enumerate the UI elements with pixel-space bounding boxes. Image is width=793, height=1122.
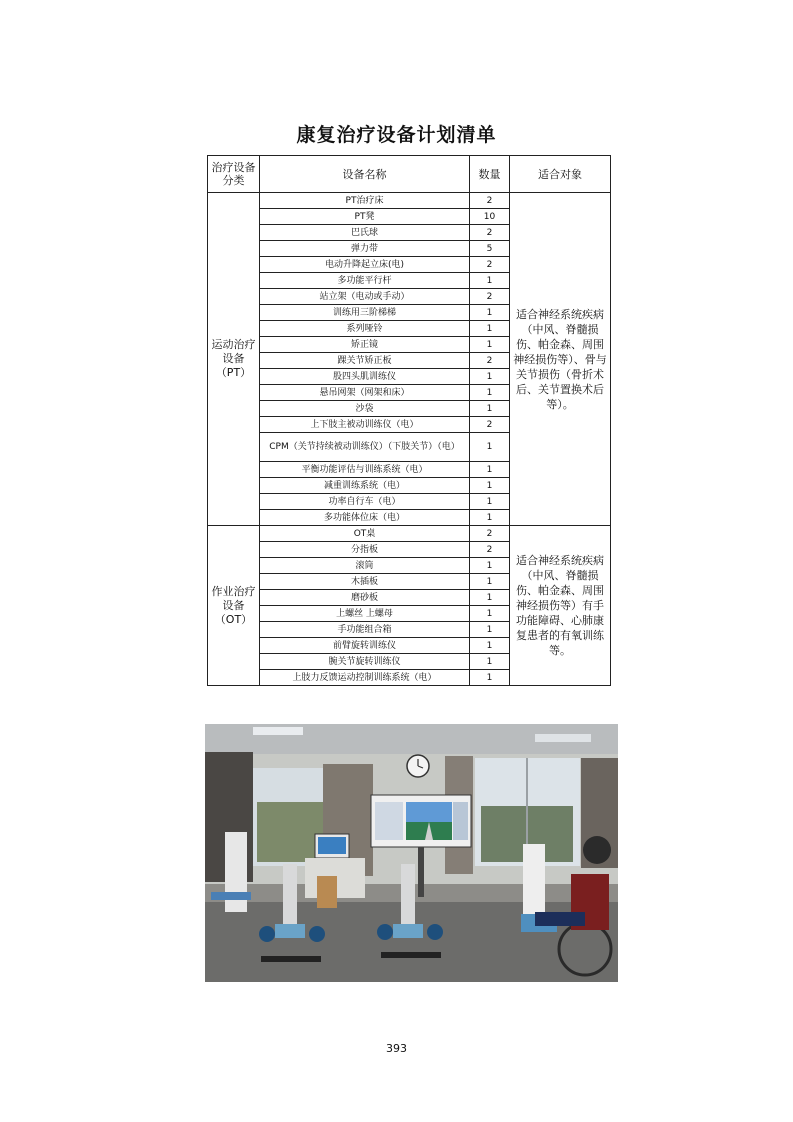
quantity-cell: 1 xyxy=(470,670,510,686)
quantity-cell: 1 xyxy=(470,494,510,510)
quantity-cell: 1 xyxy=(470,321,510,337)
header-target: 适合对象 xyxy=(510,156,611,193)
quantity-cell: 1 xyxy=(470,654,510,670)
quantity-cell: 1 xyxy=(470,462,510,478)
quantity-cell: 1 xyxy=(470,574,510,590)
equipment-name-cell: 巴氏球 xyxy=(260,225,470,241)
header-category: 治疗设备分类 xyxy=(208,156,260,193)
quantity-cell: 2 xyxy=(470,417,510,433)
quantity-cell: 1 xyxy=(470,558,510,574)
equipment-name-cell: 减重训练系统（电） xyxy=(260,478,470,494)
quantity-cell: 2 xyxy=(470,353,510,369)
target-cell: 适合神经系统疾病（中风、脊髓损伤、帕金森、周围神经损伤等）、骨与关节损伤（骨折术后、关节置换术后等）。 xyxy=(510,193,611,526)
quantity-cell: 1 xyxy=(470,433,510,462)
table-row xyxy=(208,526,611,542)
rehab-room-photo xyxy=(205,724,618,982)
equipment-name-cell: PT凳 xyxy=(260,209,470,225)
quantity-cell: 2 xyxy=(470,193,510,209)
quantity-cell: 2 xyxy=(470,526,510,542)
equipment-name-cell: 站立架（电动或手动） xyxy=(260,289,470,305)
document-title: 康复治疗设备计划清单 xyxy=(296,124,497,146)
quantity-cell: 10 xyxy=(470,209,510,225)
equipment-name-cell: 磨砂板 xyxy=(260,590,470,606)
quantity-cell: 1 xyxy=(470,273,510,289)
equipment-name-cell: 弹力带 xyxy=(260,241,470,257)
equipment-name-cell: 木插板 xyxy=(260,574,470,590)
equipment-name-cell: 前臂旋转训练仪 xyxy=(260,638,470,654)
quantity-cell: 2 xyxy=(470,289,510,305)
equipment-name-cell: 踝关节矫正板 xyxy=(260,353,470,369)
equipment-name-cell: 功率自行车（电） xyxy=(260,494,470,510)
header-quantity: 数量 xyxy=(470,156,510,193)
equipment-name-cell: 矫正镜 xyxy=(260,337,470,353)
quantity-cell: 2 xyxy=(470,542,510,558)
quantity-cell: 1 xyxy=(470,401,510,417)
equipment-name-cell: 分指板 xyxy=(260,542,470,558)
table-row xyxy=(208,193,611,209)
equipment-name-cell: 手功能组合箱 xyxy=(260,622,470,638)
equipment-name-cell: 沙袋 xyxy=(260,401,470,417)
equipment-name-cell: 训练用三阶梯梯 xyxy=(260,305,470,321)
equipment-name-cell: 股四头肌训练仪 xyxy=(260,369,470,385)
equipment-name-cell: 上螺丝 上螺母 xyxy=(260,606,470,622)
equipment-name-cell: 平衡功能评估与训练系统（电） xyxy=(260,462,470,478)
equipment-name-cell: 悬吊网架（网架和床） xyxy=(260,385,470,401)
header-name: 设备名称 xyxy=(260,156,470,193)
table-body xyxy=(208,193,611,686)
quantity-cell: 1 xyxy=(470,638,510,654)
equipment-name-cell: OT桌 xyxy=(260,526,470,542)
equipment-name-cell: 多功能平行杆 xyxy=(260,273,470,289)
target-cell: 适合神经系统疾病（中风、脊髓损伤、帕金森、周围神经损伤等）有手功能障碍、心肺康复患者的有氧训练等。 xyxy=(510,526,611,686)
quantity-cell: 2 xyxy=(470,225,510,241)
equipment-name-cell: 上肢力反馈运动控制训练系统（电） xyxy=(260,670,470,686)
quantity-cell: 1 xyxy=(470,478,510,494)
equipment-name-cell: 系列哑铃 xyxy=(260,321,470,337)
quantity-cell: 1 xyxy=(470,385,510,401)
category-cell: 作业治疗设备（OT） xyxy=(208,526,260,686)
page-number: 393 xyxy=(386,1042,407,1055)
quantity-cell: 1 xyxy=(470,337,510,353)
table-header-row xyxy=(208,156,611,193)
equipment-name-cell: 电动升降起立床(电) xyxy=(260,257,470,273)
quantity-cell: 5 xyxy=(470,241,510,257)
quantity-cell: 1 xyxy=(470,369,510,385)
quantity-cell: 2 xyxy=(470,257,510,273)
equipment-name-cell: 上下肢主被动训练仪（电） xyxy=(260,417,470,433)
category-cell: 运动治疗设备（PT） xyxy=(208,193,260,526)
equipment-name-cell: 多功能体位床（电） xyxy=(260,510,470,526)
equipment-name-cell: PT治疗床 xyxy=(260,193,470,209)
equipment-name-cell: CPM（关节持续被动训练仪）（下肢关节）（电） xyxy=(260,433,470,462)
equipment-plan-table xyxy=(207,155,611,686)
quantity-cell: 1 xyxy=(470,606,510,622)
equipment-name-cell: 滚筒 xyxy=(260,558,470,574)
equipment-name-cell: 腕关节旋转训练仪 xyxy=(260,654,470,670)
quantity-cell: 1 xyxy=(470,622,510,638)
quantity-cell: 1 xyxy=(470,590,510,606)
quantity-cell: 1 xyxy=(470,305,510,321)
quantity-cell: 1 xyxy=(470,510,510,526)
